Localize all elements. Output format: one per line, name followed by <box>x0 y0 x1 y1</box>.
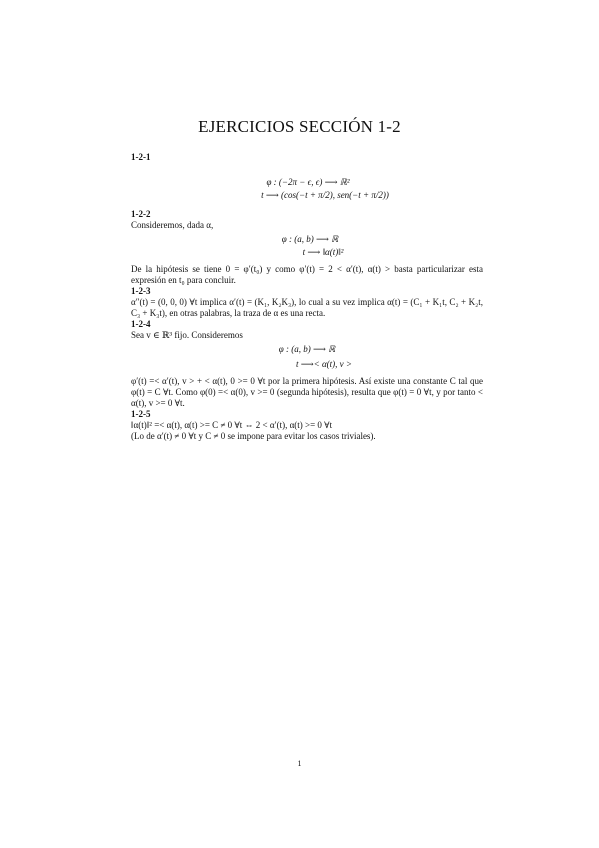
page-title: EJERCICIOS SECCIÓN 1-2 <box>198 117 401 136</box>
display-equation: φ : (a, b) ⟶ ℝ <box>281 234 339 244</box>
display-equation: φ : (a, b) ⟶ ℝ <box>278 344 336 354</box>
section-heading-1-2-3: 1-2-3 <box>131 286 151 296</box>
exercise-content <box>131 152 483 442</box>
section-heading-1-2-1: 1-2-1 <box>131 152 151 162</box>
paragraph: Sea v ∈ ℝ³ fijo. Consideremos <box>131 330 243 340</box>
section-heading-1-2-2: 1-2-2 <box>131 209 151 219</box>
paragraph: (Lo de α′(t) ≠ 0 ∀t y C ≠ 0 se impone para evitar los casos triviales). <box>131 431 376 441</box>
display-equation: t ⟶ (cos(−t + π/2), sen(−t + π/2)) <box>261 190 389 200</box>
paragraph: ‖α(t)‖² =< α(t), α(t) >= C ≠ 0 ∀t ⇔ 2 < α′(t), α(t) >= 0 ∀t <box>131 420 333 430</box>
display-equation: t ⟶ ‖α(t)‖² <box>302 247 344 257</box>
section-heading-1-2-4: 1-2-4 <box>131 319 151 329</box>
paragraph: De la hipótesis se tiene 0 = φ′(t₀) y como φ′(t) = 2 < α′(t), α(t) > basta particularizar esta expresión en t₀ para concluir. <box>131 264 483 285</box>
paragraph: α″(t) = (0, 0, 0) ∀t implica α′(t) = (K₁, K₂K₃), lo cual a su vez implica α(t) = (C₁ + K₁t, C₂ + K₂t, C₃ + K₃t), en otras palabras, la traza de α es una recta. <box>131 297 483 318</box>
paragraph: φ′(t) =< α′(t), v > + < α(t), 0 >= 0 ∀t por la primera hipótesis. Así existe una constante C tal que φ(t) = C ∀t. Como φ(0) =< α(0), v >= 0 (segunda hipótesis), resulta que φ(t) = 0 ∀t, y por tanto < α(t), v >= 0 ∀t. <box>131 376 483 408</box>
paragraph: Consideremos, dada α, <box>131 220 214 230</box>
display-equation: φ : (−2π − ϵ, ϵ) ⟶ ℝ² <box>266 177 350 187</box>
page-number: 1 <box>297 759 302 768</box>
display-equation: t ⟶< α(t), v > <box>295 359 352 369</box>
section-heading-1-2-5: 1-2-5 <box>131 409 151 419</box>
